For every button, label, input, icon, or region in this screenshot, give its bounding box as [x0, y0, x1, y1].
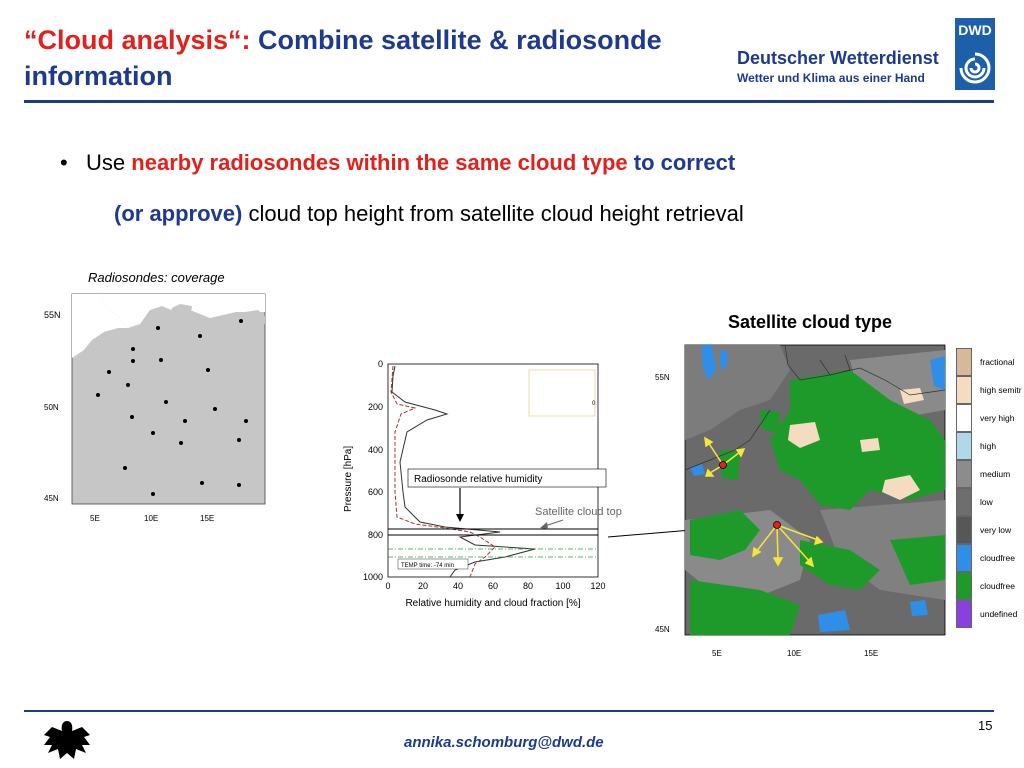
legend-label: very high — [980, 413, 1015, 423]
station — [126, 383, 130, 387]
legend-label: medium — [980, 469, 1011, 479]
radiosonde-point — [774, 522, 781, 529]
station — [151, 431, 155, 435]
cov-lon-15: 15E — [200, 514, 215, 523]
station — [159, 358, 163, 362]
profile-ylabel: Pressure [hPa] — [343, 445, 354, 512]
legend-item — [956, 488, 1024, 516]
legend-swatch — [956, 572, 972, 600]
profile-xlabel: Relative humidity and cloud fraction [%] — [405, 598, 581, 609]
legend-swatch — [956, 516, 972, 544]
station — [107, 370, 111, 374]
legend-item — [956, 460, 1024, 488]
ytick-200: 200 — [367, 402, 383, 412]
legend-item — [956, 348, 1024, 376]
station — [239, 319, 243, 323]
ytick-1000: 1000 — [362, 572, 383, 582]
title-highlight: “Cloud analysis“: — [24, 25, 251, 55]
station — [244, 419, 248, 423]
bullet-emphasis-red: nearby radiosondes within the same cloud type — [131, 150, 628, 175]
title-divider — [24, 100, 994, 103]
station — [131, 359, 135, 363]
legend-item — [956, 600, 1024, 628]
legend-swatch — [956, 404, 972, 432]
legend-label: cloudfree — [980, 553, 1015, 563]
station — [237, 483, 241, 487]
coverage-map — [40, 288, 270, 528]
legend-label: very low — [980, 525, 1012, 535]
radiosonde-point — [720, 462, 727, 469]
xtick-0: 0 — [385, 581, 391, 591]
legend-swatch — [956, 460, 972, 488]
legend-label: undefined — [980, 609, 1018, 619]
bullet-emphasis-approve: (or approve) — [114, 201, 243, 226]
org-name: Deutscher Wetterdienst — [737, 48, 939, 68]
ytick-800: 800 — [367, 530, 383, 540]
legend-swatch — [956, 432, 972, 460]
station — [200, 481, 204, 485]
station — [131, 347, 135, 351]
station — [96, 393, 100, 397]
page-number: 15 — [978, 718, 993, 733]
sat-lon-10: 10E — [787, 649, 802, 658]
title-rest: Combine satellite & radiosonde information — [24, 25, 662, 91]
xtick-40: 40 — [452, 581, 464, 591]
federal-eagle-logo — [40, 715, 94, 765]
bullet-text-2: cloud top height from satellite cloud height retrieval — [242, 201, 744, 226]
xtick-100: 100 — [555, 581, 571, 591]
sat-lat-55: 55N — [655, 373, 670, 382]
rh-annotation: Radiosonde relative humidity — [414, 474, 543, 485]
legend-item — [956, 516, 1024, 544]
station — [213, 407, 217, 411]
xtick-60: 60 — [487, 581, 499, 591]
legend-item — [956, 404, 1024, 432]
cov-lat-45: 45N — [44, 494, 59, 503]
station — [156, 326, 160, 330]
org-slogan: Wetter und Klima aus einer Hand — [737, 71, 925, 85]
legend-item — [956, 572, 1024, 600]
logo-text: DWD — [958, 22, 992, 38]
station — [130, 415, 134, 419]
sat-map-title: Satellite cloud type — [728, 312, 893, 332]
station — [151, 492, 155, 496]
station — [206, 368, 210, 372]
ytick-0: 0 — [377, 359, 383, 369]
footer-email[interactable]: annika.schomburg@dwd.de — [404, 734, 604, 751]
profile-chart — [335, 352, 665, 620]
legend-swatch — [956, 348, 972, 376]
xtick-80: 80 — [522, 581, 534, 591]
legend-swatch — [956, 600, 972, 628]
profile-inset-mark: 0 — [592, 401, 596, 407]
station — [123, 466, 127, 470]
bullet-symbol: • — [60, 150, 68, 175]
legend-label: cloudfree — [980, 581, 1015, 591]
sat-lon-5: 5E — [712, 649, 722, 658]
footer-divider — [24, 710, 994, 712]
station — [237, 438, 241, 442]
legend-swatch — [956, 488, 972, 516]
station — [164, 400, 168, 404]
ytick-600: 600 — [367, 487, 383, 497]
station — [198, 334, 202, 338]
bullet-emphasis-blue: to correct — [627, 150, 736, 175]
sat-annotation: Satellite cloud top — [535, 506, 622, 518]
ytick-400: 400 — [367, 445, 383, 455]
cov-lon-10: 10E — [144, 514, 159, 523]
station — [179, 441, 183, 445]
legend-swatch — [956, 544, 972, 572]
legend-label: high semitr — [980, 385, 1022, 395]
bullet-text-1: Use — [86, 150, 132, 175]
bullet-line-1 — [60, 150, 735, 176]
legend-item — [956, 544, 1024, 572]
legend-label: fractional — [980, 357, 1015, 367]
bullet-line-2 — [114, 201, 744, 227]
xtick-120: 120 — [590, 581, 606, 591]
legend-item — [956, 376, 1024, 404]
dwd-logo — [955, 18, 995, 90]
cov-lon-5: 5E — [90, 514, 100, 523]
sat-lat-45: 45N — [655, 625, 670, 634]
cov-lat-55: 55N — [44, 310, 61, 320]
xtick-20: 20 — [417, 581, 429, 591]
satellite-map — [650, 340, 950, 660]
legend-item — [956, 432, 1024, 460]
legend-label: low — [980, 497, 993, 507]
legend-label: high — [980, 441, 997, 451]
temp-note: TEMP time: -74 min — [401, 563, 454, 569]
cov-lat-50: 50N — [44, 403, 59, 412]
slide-title — [24, 22, 664, 94]
coverage-caption: Radiosondes: coverage — [88, 270, 225, 285]
legend-swatch — [956, 376, 972, 404]
station — [183, 419, 187, 423]
sat-lon-15: 15E — [864, 649, 879, 658]
